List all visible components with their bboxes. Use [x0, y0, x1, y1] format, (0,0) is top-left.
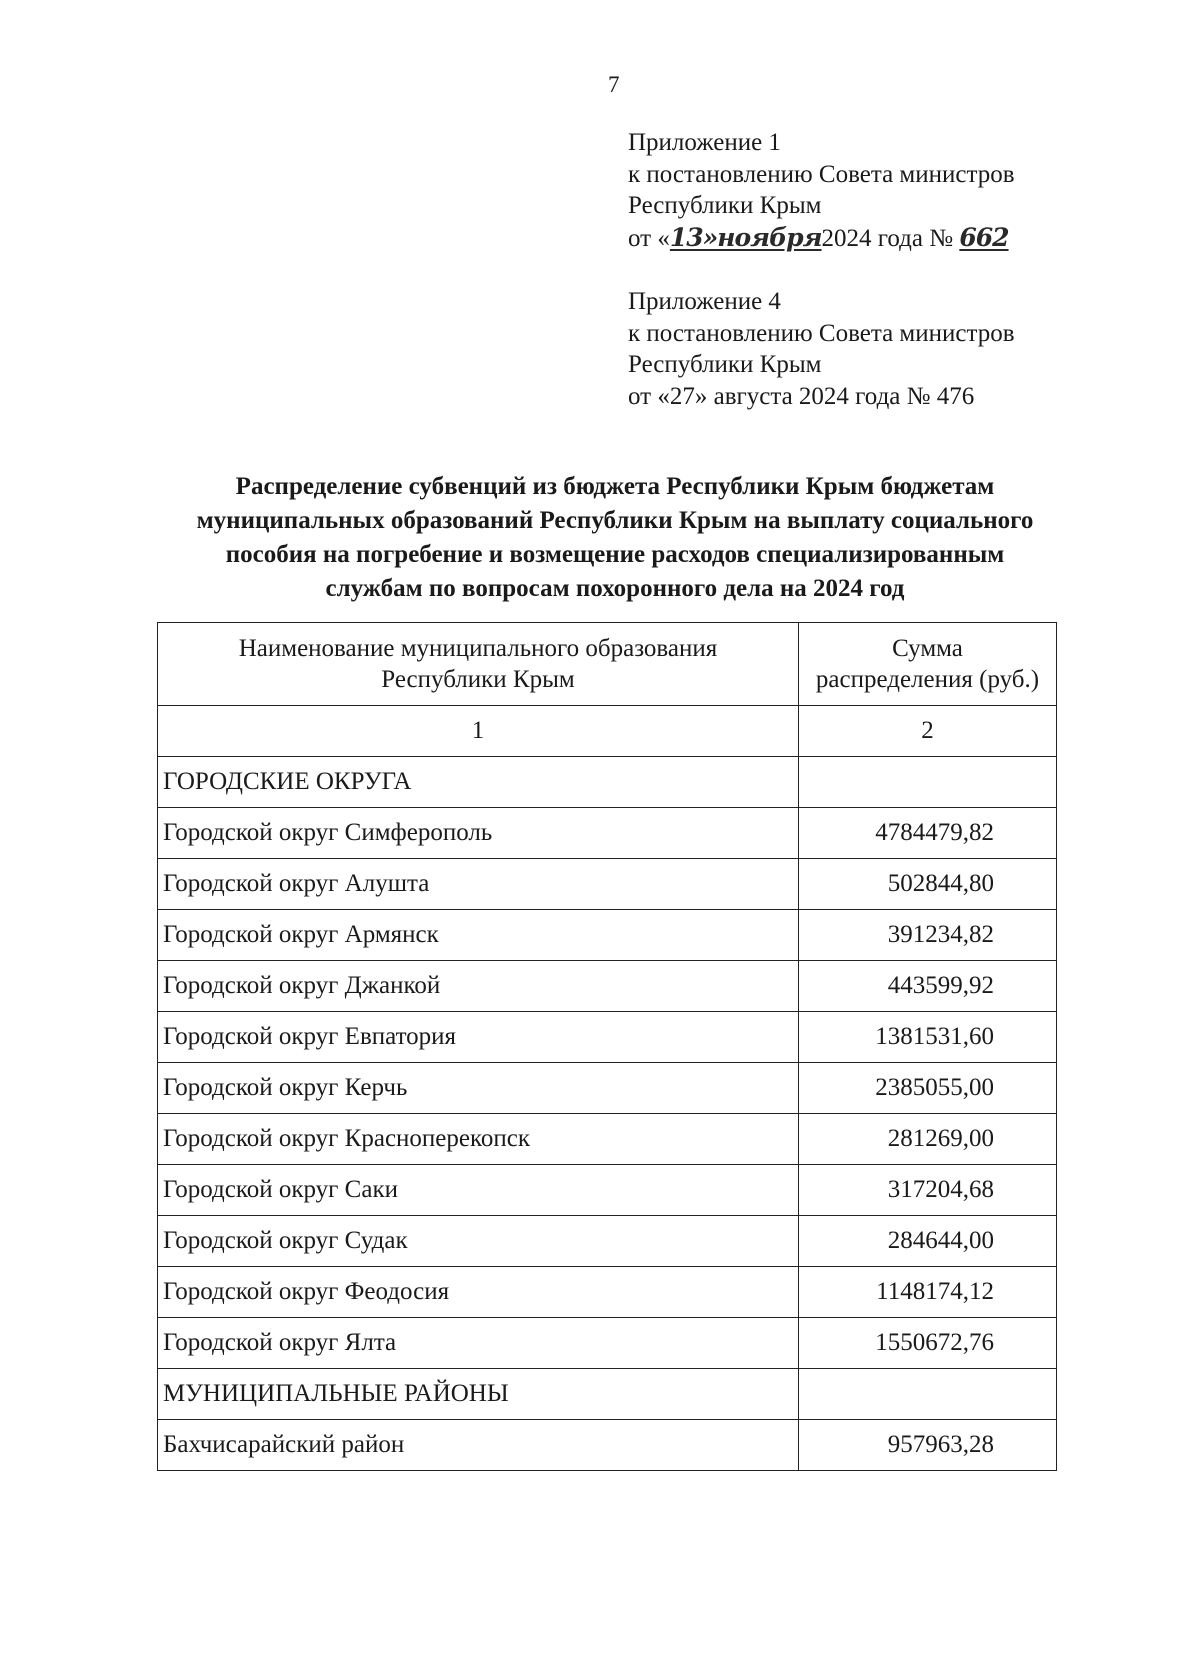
table-row [158, 1420, 1057, 1471]
table-row [158, 1012, 1057, 1063]
annex-4-block [628, 286, 1015, 412]
row-name: Городской округ Армянск [158, 910, 799, 961]
annex-4-line-3: Республики Крым [628, 351, 822, 378]
row-sum [799, 757, 1057, 808]
row-name: Городской округ Судак [158, 1216, 799, 1267]
row-sum: 443599,92 [799, 961, 1057, 1012]
annex-4-line-2: к постановлению Совета министров [628, 319, 1015, 347]
annex-1-line-3: Республики Крым [628, 192, 822, 219]
row-name: Городской округ Саки [158, 1165, 799, 1216]
table-row [158, 1114, 1057, 1165]
row-name: Бахчисарайский район [158, 1420, 799, 1471]
row-name: МУНИЦИПАЛЬНЫЕ РАЙОНЫ [158, 1369, 799, 1420]
column-number-row [158, 706, 1057, 757]
annex-1-handwritten-date: 13»ноября [669, 222, 822, 252]
annex-1-date-line [628, 222, 1015, 255]
row-sum: 1148174,12 [799, 1267, 1057, 1318]
distribution-table-wrapper [157, 622, 1057, 1471]
document-title-line-4: службам по вопросам похоронного дела на 2024 год [325, 575, 905, 602]
table-row [158, 1216, 1057, 1267]
column-number-1: 1 [158, 706, 799, 757]
header-col2-line-2: распределения (руб.) [815, 666, 1040, 693]
table-body [158, 757, 1057, 1471]
table-row [158, 910, 1057, 961]
table-row-section-municipal-districts [158, 1369, 1057, 1420]
row-sum: 281269,00 [799, 1114, 1057, 1165]
row-sum: 4784479,82 [799, 808, 1057, 859]
document-title-line-1: Распределение субвенций из бюджета Республики Крым бюджетам [235, 473, 995, 500]
document-title-line-2: муниципальных образований Республики Крым на выплату социального [196, 507, 1034, 534]
annex-1-date-suffix: 2024 года № [821, 224, 954, 252]
row-name: Городской округ Ялта [158, 1318, 799, 1369]
row-sum: 2385055,00 [799, 1063, 1057, 1114]
page-number: 7 [608, 72, 620, 97]
header-col1-line-1: Наименование муниципального образования [238, 635, 718, 662]
table-row [158, 961, 1057, 1012]
table-row [158, 1318, 1057, 1369]
header-municipality-name [158, 623, 799, 706]
annex-1-line-2: к постановлению Совета министров [628, 160, 1015, 188]
row-sum: 317204,68 [799, 1165, 1057, 1216]
row-sum: 1550672,76 [799, 1318, 1057, 1369]
row-sum [799, 1369, 1057, 1420]
table-row [158, 859, 1057, 910]
row-name: Городской округ Симферополь [158, 808, 799, 859]
annex-1-date-prefix: от « [628, 224, 670, 252]
row-sum: 502844,80 [799, 859, 1057, 910]
document-title-line-3: пособия на погребение и возмещение расходов специализированным [225, 541, 1005, 568]
annex-1-title: Приложение 1 [628, 129, 781, 156]
table-row [158, 1063, 1057, 1114]
annex-1-handwritten-number: 662 [959, 222, 1009, 252]
row-name: Городской округ Феодосия [158, 1267, 799, 1318]
row-name: ГОРОДСКИЕ ОКРУГА [158, 757, 799, 808]
header-distribution-sum [799, 623, 1057, 706]
annex-1-block [628, 127, 1015, 254]
row-sum: 284644,00 [799, 1216, 1057, 1267]
row-sum: 391234,82 [799, 910, 1057, 961]
table-row [158, 808, 1057, 859]
table-row-section-city-districts [158, 757, 1057, 808]
row-sum: 957963,28 [799, 1420, 1057, 1471]
header-col2-line-1: Сумма [892, 635, 963, 662]
row-name: Городской округ Евпатория [158, 1012, 799, 1063]
table-header-row [158, 623, 1057, 706]
row-name: Городской округ Красноперекопск [158, 1114, 799, 1165]
row-name: Городской округ Керчь [158, 1063, 799, 1114]
column-number-2: 2 [799, 706, 1057, 757]
table-row [158, 1267, 1057, 1318]
table-row [158, 1165, 1057, 1216]
document-title [150, 470, 1080, 606]
annex-4-title: Приложение 4 [628, 288, 781, 315]
distribution-table [157, 622, 1057, 1471]
row-name: Городской округ Джанкой [158, 961, 799, 1012]
annex-4-line-4: от «27» августа 2024 года № 476 [628, 382, 975, 410]
header-col1-line-2: Республики Крым [381, 666, 575, 693]
row-sum: 1381531,60 [799, 1012, 1057, 1063]
row-name: Городской округ Алушта [158, 859, 799, 910]
